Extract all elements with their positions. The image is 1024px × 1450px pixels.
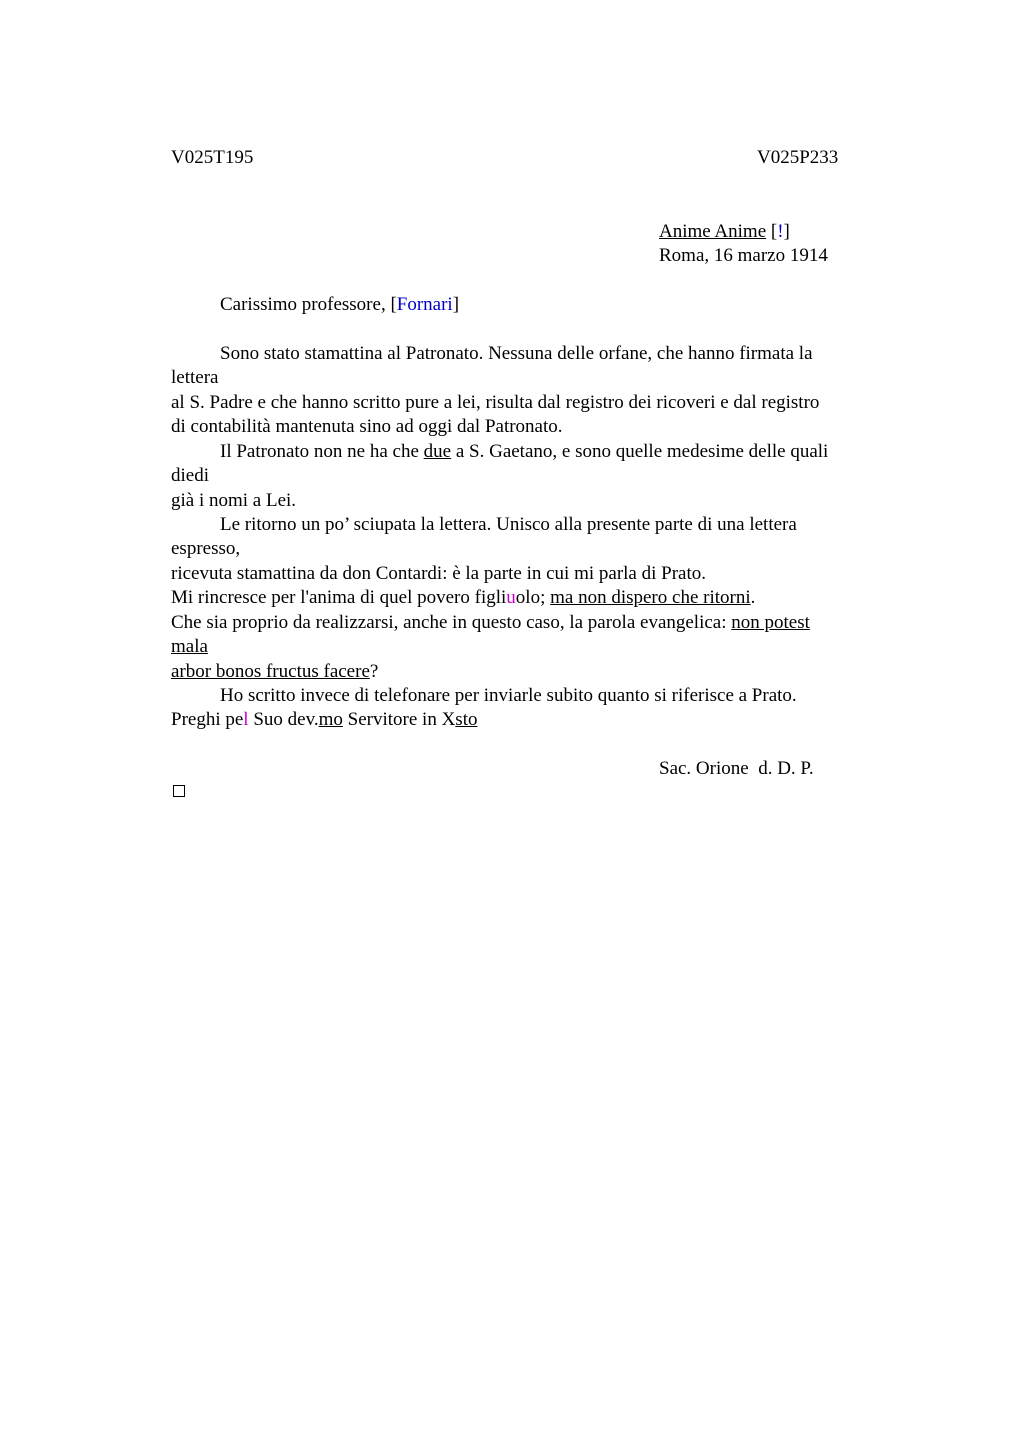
document-code-right: V025P233 <box>757 147 839 168</box>
body-line: Ho scritto invece di telefonare per inviarle subito quanto si riferisce a Prato. <box>220 685 797 706</box>
text-run: Che sia proprio da realizzarsi, anche in questo caso, la parola evangelica: <box>171 612 732 633</box>
text-run: Suo dev. <box>248 709 319 730</box>
body-line: lettera <box>171 367 219 388</box>
underlined-run: mala <box>171 636 208 657</box>
text-run: Mi rincresce per l'anima di quel povero figli <box>171 587 507 608</box>
motto-note-close: ] <box>783 221 790 242</box>
body-line <box>171 611 810 635</box>
salutation-name: Fornari <box>396 294 453 315</box>
salutation-text: Carissimo professore, [ <box>220 294 397 315</box>
body-line: espresso, <box>171 538 241 559</box>
body-line <box>171 586 755 610</box>
body-line: diedi <box>171 465 209 486</box>
body-line: di contabilità mantenuta sino ad oggi dal Patronato. <box>171 416 563 437</box>
editorial-insertion: u <box>506 587 516 608</box>
body-line: già i nomi a Lei. <box>171 490 297 511</box>
motto-note-mark: ! <box>777 221 784 242</box>
text-run: ? <box>369 661 379 682</box>
text-run: olo; <box>515 587 551 608</box>
body-line <box>220 440 828 464</box>
text-run: Preghi pe <box>171 709 244 730</box>
body-line: al S. Padre e che hanno scritto pure a lei, risulta dal registro dei ricoveri e dal registro <box>171 392 820 413</box>
editorial-insertion: l <box>243 709 249 730</box>
text-run: Servitore in X <box>342 709 456 730</box>
body-line: Sono stato stamattina al Patronato. Nessuna delle orfane, che hanno firmata la <box>220 343 813 364</box>
body-line: Le ritorno un po’ sciupata la lettera. Unisco alla presente parte di una lettera <box>220 514 797 535</box>
document-code-left: V025T195 <box>171 147 254 168</box>
body-line: ricevuta stamattina da don Contardi: è la parte in cui mi parla di Prato. <box>171 563 706 584</box>
motto-line <box>659 220 790 244</box>
text-run: Il Patronato non ne ha che <box>220 441 424 462</box>
end-marker-box-icon <box>173 785 185 797</box>
body-line <box>171 708 477 732</box>
body-line <box>171 635 208 659</box>
motto-note-open: [ <box>766 221 778 242</box>
underlined-run: sto <box>455 709 478 730</box>
signature: Sac. Orione d. D. P. <box>659 758 814 779</box>
underlined-run: non potest <box>731 612 810 633</box>
underlined-run: mo <box>318 709 343 730</box>
text-run: . <box>750 587 756 608</box>
body-line <box>171 660 378 684</box>
salutation <box>220 293 459 317</box>
place-date: Roma, 16 marzo 1914 <box>659 245 828 266</box>
salutation-close: ] <box>452 294 460 315</box>
motto: Anime Anime <box>659 221 767 242</box>
text-run: a S. Gaetano, e sono quelle medesime delle quali <box>451 441 829 462</box>
underlined-run: arbor bonos fructus facere <box>171 661 370 682</box>
underlined-run: ma non dispero che ritorni <box>550 587 751 608</box>
underlined-run: due <box>423 441 452 462</box>
